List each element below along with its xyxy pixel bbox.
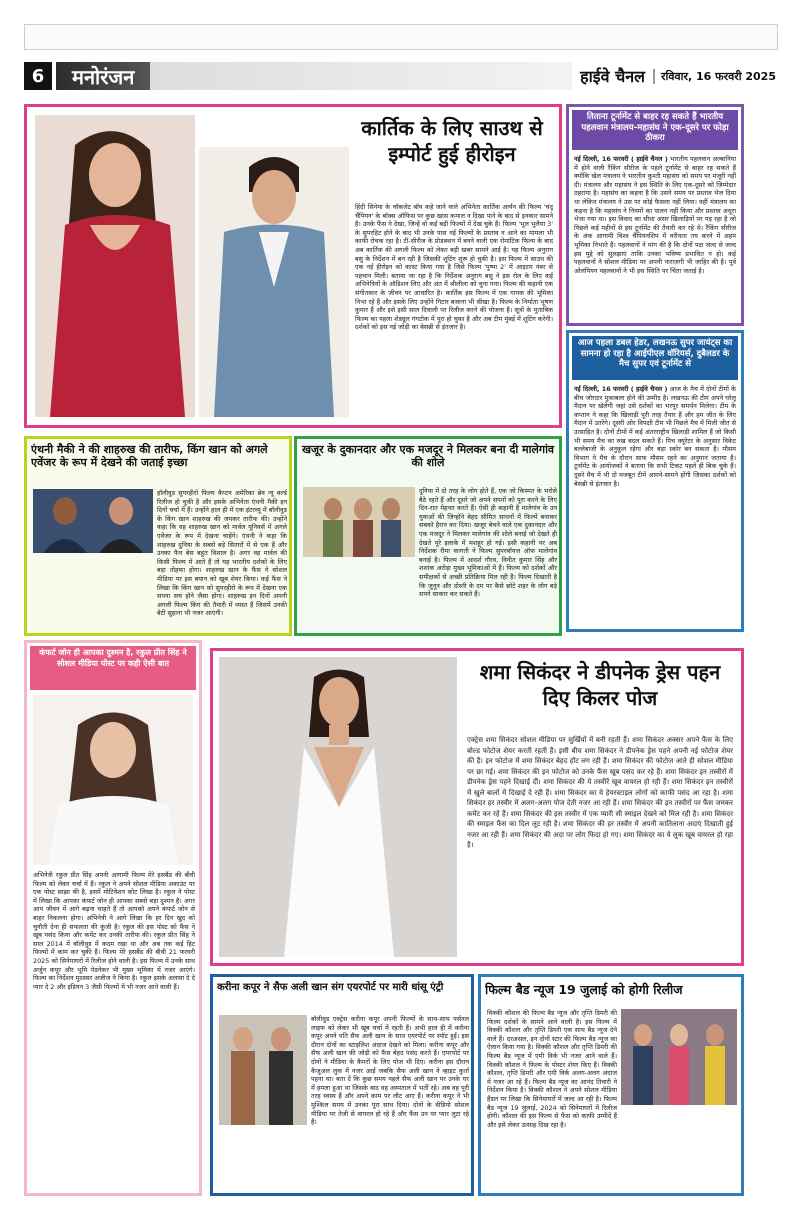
wrestling-headline: तिताना टूर्नामेंट से बाहर रह सकते हैं भारतीय पहलवान मंत्रालय-महासंघ ने एक-दूसरे पर फोड़ा ठीकरा [572,110,738,150]
kartik-headline: कार्तिक के लिए साउथ से इम्पोर्ट हुई हीरोइन [361,116,543,166]
badnewz-body: विक्की कौशल की फिल्म बैड न्यूज और तृप्ति डिमरी की फिल्म दर्शकों के सामने आने वाली है। इस फिल्म में विक्की कौशल और तृप्ति डिमरी एक साथ बैड न्यूज देने वाले हैं। दरअसल, इन दोनों स्टार की फिल्म बैड न्यूज का ऐलान किया गया है। विक्की कौशल और तृप्ति डिमरी की फिल्म बैड न्यूज में एमी विर्क भी नजर आने वाले हैं। विक्की कौशल ने फिल्म के पोस्टर शेयर किए हैं। विक्की कौशल, तृप्ति डिमरी और एमी विर्क अलग-अलग अंदाज में नजर आ रहे हैं। फिल्म बैड न्यूज का आनंद तिवारी ने निर्देशन किया है। विक्की कौशल ने अपने सोशल मीडिया हैंडल पर लिखा कि सिनेमाघरों में जल्द आ रही है। फिल्म बैड न्यूज 19 जुलाई, 2024 को सिनेमाघरों में रिलीज होगी। कौशल की इस फिल्म से फैंस को काफी उम्मीदें हैं और इसे लेकर उत्साह दिख रहा है। [487,1009,617,1129]
shama-headline: शमा सिकंदर ने डीपनेक ड्रेस पहन दिए किलर पोज [479,660,721,710]
article-wrestling [566,104,744,326]
article-kartik [24,104,562,428]
srk-headline: एंथनी मैकी ने की शाहरुख की तारीफ, किंग खान को अगले एवेंजर के रूप में देखने की जताई इच्छा [31,443,268,469]
issue-date: रविवार, 16 फरवरी 2025 [653,69,776,84]
photo-malegaon [303,487,415,557]
cricket-headline: आज पहला डबल हेडर, लखनऊ सुपर जायंट्स का सामना हो रहा है आईपीएल वॉरियर्स, दुबैलडर के मैच सुपर एवं टूर्नामेंट से [572,336,738,380]
top-banner-strip [24,24,778,50]
photo-badnewz [621,1009,737,1105]
shama-body: एक्ट्रेस शमा सिकंदर सोशल मीडिया पर सुर्खियों में बनी रहती हैं। शमा सिकंदर अक्सर अपने फैंस के लिए बोल्ड फोटोज शेयर करती रहती हैं। इसी बीच शमा सिकंदर ने डीपनेक ड्रेस पहने अपनी नई फोटोज शेयर की हैं। इन फोटोज में शमा सिकंदर बेहद हॉट लग रही हैं। शमा सिकंदर की फोटोज आते ही सोशल मीडिया पर छा गई। शमा सिकंदर की इन फोटोज को उनके फैंस खूब पसंद कर रहे हैं। शमा सिकंदर इन तस्वीरों में डीपनेक ड्रेस पहने दिखाई दीं। शमा सिकंदर की ये तस्वीरें खूब वायरल हो रही हैं। शमा सिकंदर इन तस्वीरों में खुले बालों में दिखाई दे रही हैं। शमा सिकंदर का ये हेयरस्टाइल लोगों को काफी पसंद आ रहा है। शमा सिकंदर हर तस्वीर में अलग-अलग पोज देती नजर आ रही हैं। शमा सिकंदर की इन तस्वीरों पर फैंस जमकर कमेंट कर रहे हैं। शमा सिकंदर की इस तस्वीर में एक प्यारी सी स्माइल देखने को मिल रही है। शमा सिकंदर की स्माइल फैंस का दिल लूट रही है। शमा सिकंदर की हर तस्वीर में अपनी कातिलाना अदाएं दिखाती हुई नजर आ रही हैं। शमा सिकंदर की अदा पर लोग फिदा हो गए। शमा सिकंदर का ये लुक खूब वायरल हो रहा है। [467,736,733,849]
photo-kartik [199,147,349,417]
photo-kareena [219,1015,307,1125]
newspaper-brand: हाईवे चैनल [580,67,646,86]
wrestling-body: भारतीय पहलवान अल्बानिया में होने वाली रैंकिंग सीरीज के पहले टूर्नामेंट से बाहर रह सकते हैं क्योंकि खेल मंत्रालय ने भारतीय कुश्ती महासंघ को समय पर मंजूरी नहीं दी। मंत्रालय और महासंघ ने इस स्थिति के लिए एक-दूसरे को जिम्मेदार ठहराया है। महासंघ का कहना है कि उसने समय पर प्रस्ताव भेज दिया था लेकिन मंत्रालय ने उस पर कोई फैसला नहीं लिया। वहीं मंत्रालय का कहना है कि महासंघ ने नियमों का पालन नहीं किया और प्रस्ताव अधूरा भेजा गया था। इस विवाद का सीधा असर खिलाड़ियों पर पड़ रहा है जो पिछले कई महीनों से इस टूर्नामेंट की तैयारी कर रहे थे। रैंकिंग सीरीज के अंक आगामी विश्व चैंपियनशिप में वरीयता तय करने में अहम भूमिका निभाते हैं। पहलवानों ने मांग की है कि दोनों पक्ष जल्द से जल्द इस मुद्दे को सुलझाएं ताकि उनका भविष्य प्रभावित न हो। कई पहलवानों ने सोशल मीडिया पर अपनी नाराजगी भी जाहिर की है। पूर्व ओलंपियन पहलवानों ने भी इस स्थिति पर चिंता जताई है। [574,155,736,275]
article-srk [24,436,292,636]
header-bar [150,62,572,90]
article-cricket [566,330,744,632]
section-title: मनोरंजन [56,62,150,90]
article-badnewz [478,974,744,1196]
kareena-headline: करीना कपूर ने सैफ अली खान संग एयरपोर्ट पर मारी धांसू एंट्री [217,982,444,993]
photo-srk [33,489,153,553]
malegaon-body: दुनिया में दो तरह के लोग होते हैं, एक जो किस्मत के भरोसे बैठे रहते हैं और दूसरे जो अपने सपनों को पूरा करने के लिए दिन-रात मेहनत करते हैं। ऐसी ही कहानी है मालेगांव के उन युवाओं की जिन्होंने बेहद सीमित साधनों में फिल्में बनाकर सबको हैरान कर दिया। खजूर बेचने वाले एक दुकानदार और एक मजदूर ने मिलकर मालेगांव की शोले बनाई जो देखते ही देखते पूरे इलाके में मशहूर हो गई। इसी कहानी पर अब निर्देशक रीमा कागती ने फिल्म सुपरबॉयज ऑफ मालेगांव बनाई है। फिल्म में आदर्श गौरव, विनीत कुमार सिंह और शशांक अरोड़ा मुख्य भूमिकाओं में हैं। फिल्म को दर्शकों और समीक्षकों से अच्छी प्रतिक्रिया मिल रही है। फिल्म दिखाती है कि जुनून और दोस्ती के दम पर कैसे छोटे शहर के लोग बड़े सपने साकार कर सकते हैं। [419,487,557,599]
rakul-headline: कंफर्ट जोन ही आपका दुश्मन है, रकुल प्रीत सिंह ने सोशल मीडिया पोस्ट पर कही ऐसी बात [30,646,196,690]
page-number: 6 [24,62,52,90]
article-kareena [210,974,474,1196]
article-shama [210,648,744,966]
cricket-body: आज के मैच में दोनों टीमों के बीच जोरदार मुकाबला होने की उम्मीद है। लखनऊ की टीम अपने घरेलू मैदान पर खेलेगी जहां उसे दर्शकों का भरपूर समर्थन मिलेगा। टीम के कप्तान ने कहा कि खिलाड़ी पूरी तरह तैयार हैं और हम जीत के लिए मैदान में उतरेंगे। दूसरी ओर विपक्षी टीम भी पिछले मैच में मिली जीत से उत्साहित है। दोनों टीमों में कई अंतरराष्ट्रीय खिलाड़ी शामिल हैं जो किसी भी समय मैच का रुख बदल सकते हैं। पिच क्यूरेटर के अनुसार विकेट बल्लेबाजी के अनुकूल रहेगा और बड़ा स्कोर बन सकता है। मौसम विभाग ने मैच के दौरान साफ मौसम रहने का अनुमान जताया है। टूर्नामेंट के आयोजकों ने बताया कि सभी टिकट पहले ही बिक चुके हैं। दूसरे मैच में भी दो मजबूत टीमें आमने-सामने होंगी जिसका दर्शकों को बेसब्री से इंतजार है। [574,385,736,488]
rakul-body: अभिनेत्री रकुल प्रीत सिंह अपनी आगामी फिल्म मेरे हसबैंड की बीवी फिल्म को लेकर चर्चा में हैं। रकुल ने अपने सोशल मीडिया अकाउंट पर एक पोस्ट साझा की है, इसमें मोटिवेशन कोट लिखा है। रकुल ने पोस्ट में लिखा कि आपका कंफर्ट जोन ही आपका सबसे बड़ा दुश्मन है। अगर आप जीवन में आगे बढ़ना चाहते हैं तो आपको अपने कंफर्ट जोन से बाहर निकलना होगा। अभिनेत्री ने आगे लिखा कि हर दिन खुद को चुनौती देना ही सफलता की कुंजी है। रकुल की इस पोस्ट को फैंस ने खूब पसंद किया और कमेंट कर उनकी तारीफ की। रकुल प्रीत सिंह ने साल 2014 में बॉलीवुड में कदम रखा था और अब तक कई हिट फिल्मों में काम कर चुकी हैं। फिल्म मेरे हसबैंड की बीवी 21 फरवरी 2025 को सिनेमाघरों में रिलीज होने वाली है। इस फिल्म में उनके साथ अर्जुन कपूर और भूमि पेडनेकर भी मुख्य भूमिका में नजर आएंगे। फिल्म का निर्देशन मुदस्सर अजीज ने किया है। रकुल इसके अलावा दे दे प्यार दे 2 और इंडियन 3 जैसी फिल्मों में भी नजर आने वाली हैं। [33,871,195,991]
srk-body: हॉलीवुड सुपरहीरो फिल्म कैप्टन अमेरिका ब्रेव न्यू वर्ल्ड रिलीज हो चुकी है और इसके अभिनेता एंथनी मैकी इन दिनों चर्चा में हैं। उन्होंने हाल ही में एक इंटरव्यू में बॉलीवुड के किंग खान शाहरुख की जमकर तारीफ की। उन्होंने कहा कि वह शाहरुख खान को मार्वल यूनिवर्स में अगले एवेंजर के रूप में देखना चाहेंगे। एंथनी ने कहा कि शाहरुख दुनिया के सबसे बड़े सितारों में से एक हैं और उनका फैन बेस बहुत विशाल है। अगर वह मार्वल की किसी फिल्म में आते हैं तो यह भारतीय दर्शकों के लिए बड़ा तोहफा होगा। शाहरुख खान के फैंस ने सोशल मीडिया पर इस बयान को खूब शेयर किया। कई फैंस ने लिखा कि किंग खान को सुपरहीरो के रूप में देखना एक सपना सच होने जैसा होगा। शाहरुख इन दिनों अपनी अगली फिल्म किंग की तैयारी में व्यस्त हैं जिसमें उनकी बेटी सुहाना भी नजर आएंगी। [157,489,287,618]
kartik-body: हिंदी सिनेमा के चॉकलेट बॉय कहे जाने वाले अभिनेता कार्तिक आर्यन की फिल्म 'चंदू चैंपियन' के बॉक्स ऑफिस पर कुछ खास कमाल न दिखा पाने के बाद से इनकार सामने है। उनके फैंस ने देखा, जिन्हें वो कई बड़ी फिल्मों में देख चुके हैं। फिल्म 'भूल भुलैया 3' के सुपरहिट होने के बाद भी उनके पास नई फिल्मों के प्रस्ताव न आने का मामला भी काफी रोचक रहा है। टी-सीरीज के प्रोडक्शन में बनने वाली एक रोमांटिक फिल्म के बाद अब कार्तिक की अगली फिल्म को लेकर बड़ी खबर सामने आई है। यह फिल्म अनुराग बसु के निर्देशन में बन रही है जिसकी शूटिंग शुरू हो चुकी है। इस फिल्म में साउथ की एक नई हीरोइन को कास्ट किया गया है जिसे फिल्म 'पुष्पा 2' में आइटम नंबर से पहचान मिली। बताया जा रहा है कि निर्देशक अनुराग बसु ने इस रोल के लिए कई अभिनेत्रियों के ऑडिशन लिए और अंत में श्रीलीला को चुना गया। फिल्म की कहानी एक संगीतकार के जीवन पर आधारित है। कार्तिक इस फिल्म में एक गायक की भूमिका निभा रहे हैं और इसके लिए उन्होंने गिटार बजाना भी सीखा है। फिल्म के निर्माता भूषण कुमार हैं और इसे इसी साल दिवाली पर रिलीज करने की योजना है। सूत्रों के मुताबिक फिल्म का पहला शेड्यूल गंगटोक में पूरा हो चुका है और अब टीम मुंबई में शूटिंग करेगी। दर्शकों को इस नई जोड़ी का बेसब्री से इंतजार है। [355,203,553,332]
photo-shama [219,657,457,957]
wrestling-text [574,155,736,321]
page-header [24,60,776,92]
badnewz-headline: फिल्म बैड न्यूज 19 जुलाई को होगी रिलीज [485,982,683,997]
malegaon-headline: खजूर के दुकानदार और एक मजदूर ने मिलकर बना दी मालेगांव की शोले [301,443,555,469]
cricket-text [574,385,736,627]
wrestling-dateline: नई दिल्ली, 16 फरवरी ( हाईवे चैनल ) [574,155,668,163]
photo-rakul [33,695,193,865]
article-malegaon [294,436,562,636]
cricket-dateline: नई दिल्ली, 16 फरवरी ( हाईवे चैनल ) [574,385,668,393]
photo-heroine [35,115,195,417]
kareena-body: बॉलीवुड एक्ट्रेस करीना कपूर अपनी फिल्मों के साथ-साथ पर्सनल लाइफ को लेकर भी खूब चर्चा में रहती हैं। अभी हाल ही में करीना कपूर अपने पति सैफ अली खान के साथ एयरपोर्ट पर स्पॉट हुईं। इस दौरान दोनों का स्टाइलिश अंदाज देखने को मिला। करीना कपूर और सैफ अली खान की जोड़ी को फैंस बेहद पसंद करते हैं। एयरपोर्ट पर दोनों ने मीडिया के कैमरों के लिए पोज भी दिए। करीना इस दौरान कैजुअल लुक में नजर आईं जबकि सैफ अली खान ने व्हाइट कुर्ता पहना था। बता दें कि कुछ समय पहले सैफ अली खान पर उनके घर में हमला हुआ था जिसके बाद वह अस्पताल में भर्ती रहे। अब वह पूरी तरह स्वस्थ हैं और अपने काम पर लौट आए हैं। करीना कपूर ने भी मुश्किल समय में उनका पूरा साथ दिया। दोनों के वीडियो सोशल मीडिया पर तेजी से वायरल हो रहे हैं और फैंस उन पर प्यार लुटा रहे हैं। [311,1015,469,1127]
article-rakul [24,640,202,1196]
